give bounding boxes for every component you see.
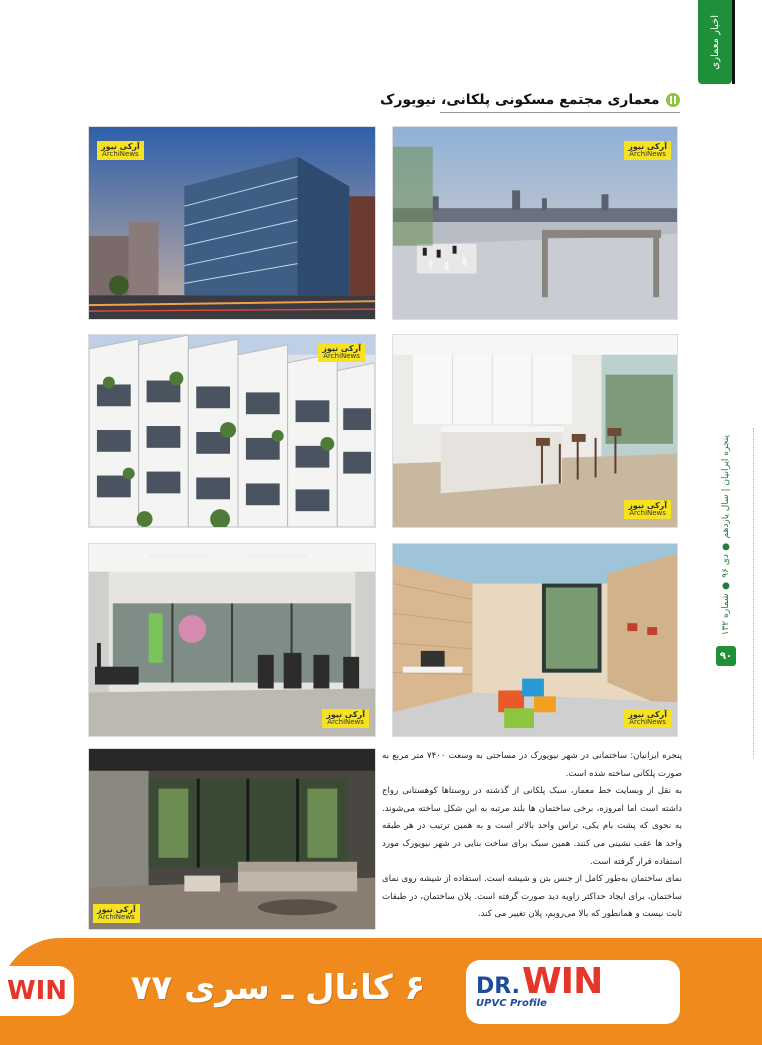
ad-partial-logo: WIN: [0, 966, 74, 1016]
brand-name: WIN: [521, 961, 603, 1002]
photo-gym: [88, 543, 376, 737]
brand-subtitle: UPVC Profile: [476, 998, 547, 1009]
photo-credit-tag: آرکی نیوز ArchiNews: [97, 141, 144, 160]
photo-credit-tag: آرکی نیوز ArchiNews: [93, 904, 140, 923]
photo-lounge-room: [392, 543, 678, 737]
photo-credit-tag: آرکی نیوز ArchiNews: [322, 709, 369, 728]
margin-divider: [753, 428, 754, 758]
photo-credit-tag: آرکی نیوز ArchiNews: [318, 343, 365, 362]
article-heading: [380, 92, 680, 108]
photo-credit-tag: آرکی نیوز ArchiNews: [624, 500, 671, 519]
photo-credit-tag: آرکی نیوز ArchiNews: [624, 141, 671, 160]
photo-kitchen: [392, 334, 678, 528]
page-number: ۹۰: [716, 646, 736, 666]
article-body: [382, 748, 682, 924]
page-title: معماری مجتمع مسکونی پلکانی، نیویورک: [380, 92, 660, 108]
brand-prefix: DR.: [476, 974, 520, 999]
section-tab-label: اخبار معماری: [709, 14, 721, 70]
photo-living-room: [88, 748, 376, 930]
article-paragraph: به نقل از وبسایت خط معمار، سبک پلکانی از گذشته در روستاها کوهستانی رواج داشته است اما امروزه، برخی ساختمان ها بلند مرتبه به این شکل ساخته می‌شوند. به نحوی که پشت بام یکی، تراس واحد بالاتر است و به همین ترتیب در هر طبقه واحد ها عقب نشینی می کنند. همین سبک برای ساخت بنایی در شهر نیویورک مورد استفاده قرار گرفته است.: [382, 786, 682, 867]
article-paragraph: نمای ساختمان به‌طور کامل از جنس بتن و شیشه است. استفاده از شیشه روی نمای ساختمان، برای ایجاد حداکثر زاویه دید صورت گرفته است. پلان ساختمان، در طبقات ثابت نیست و همانطور که بالا می‌رویم، پلان تغییر می کند.: [382, 874, 682, 920]
section-bullet-icon: [666, 93, 680, 107]
heading-underline: [440, 112, 680, 113]
issue-info: پنجره ایرانیان | سال یازدهم ● دی ۹۶ ● شماره ۱۳۲: [721, 434, 731, 636]
article-paragraph: پنجره ایرانیان: ساختمانی در شهر نیویورک در مساحتی به وسعت ۷۴۰۰ متر مربع به صورت پلکانی ساخته شده است.: [382, 751, 682, 779]
ad-slogan: ۶ کانال ـ سری ۷۷: [130, 968, 426, 1008]
section-tab: [698, 0, 732, 84]
photo-credit-tag: آرکی نیوز ArchiNews: [624, 709, 671, 728]
photo-rooftop-terrace: [392, 126, 678, 320]
photo-building-exterior: [88, 126, 376, 320]
photo-stepped-facade: [88, 334, 376, 528]
brand-logo: [466, 960, 680, 1024]
